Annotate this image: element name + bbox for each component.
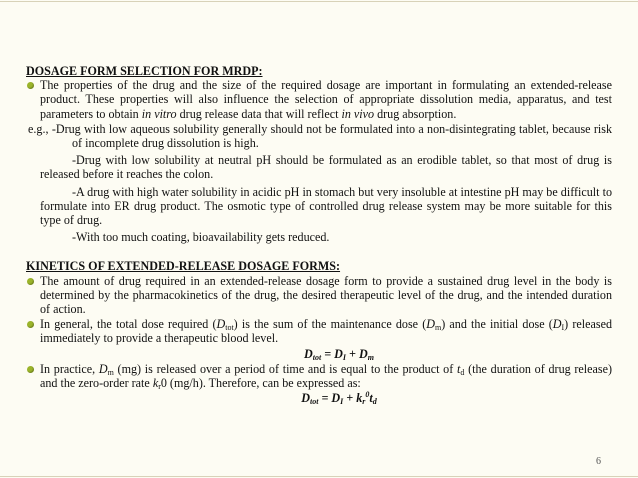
example-coating: -With too much coating, bioavailability gets reduced. bbox=[72, 230, 330, 245]
bullet-icon bbox=[27, 366, 34, 373]
slide-content bbox=[26, 64, 612, 405]
bottom-border bbox=[0, 476, 638, 477]
bullet-icon bbox=[27, 82, 34, 89]
top-border bbox=[0, 1, 638, 2]
bullet-in-practice: In practice, $D_m$ (mg) is released over a period of time and is equal to the product of $t_d$ (the duration of drug release) and the zero-order rate $k_r0$ (mg/h). Therefore, can be expressed as: bbox=[26, 362, 612, 390]
example-high-solubility: -A drug with high water solubility in acidic pH in stomach but very insoluble at intestine pH may be difficult to formulate into ER drug product. The osmotic type of controlled drug release system may be more suitable for this type of drug. bbox=[40, 184, 612, 228]
example-low-solubility: e.g., -Drug with low aqueous solubility generally should not be formulated into a non-disintegrating tablet, because risk of incomplete drug dissolution is high. bbox=[28, 121, 612, 151]
section-heading-dosage: DOSAGE FORM SELECTION FOR MRDP: bbox=[26, 64, 263, 78]
formula-total-dose: $D_{tot} = D_I + D_m$ bbox=[304, 346, 374, 362]
page-number: 6 bbox=[596, 456, 601, 467]
bullet-icon bbox=[27, 278, 34, 285]
bullet-total-dose: In general, the total dose required $(D_{tot})$ is the sum of the maintenance dose $(D_m)$ and the initial dose $(D_I)$ released immediately to provide a therapeutic blood level. bbox=[26, 317, 612, 345]
section-heading-kinetics: KINETICS OF EXTENDED-RELEASE DOSAGE FORMS: bbox=[26, 259, 341, 274]
bullet-amount-of-drug: The amount of drug required in an extended-release dosage form to provide a sustained drug level in the body is determined by the pharmacokinetics of the drug, the desired therapeutic level of the drug, and the intended duration of action. bbox=[26, 274, 612, 317]
example-neutral-ph: -Drug with low solubility at neutral pH should be formulated as an erodible tablet, so that most of drug is released before it reaches the colon. bbox=[40, 153, 612, 182]
bullet-drug-properties: The properties of the drug and the size of the required dosage are important in formulating an extended-release product. These properties will also influence the selection of appropriate dissolution media, apparatus, and test parameters to obtain in vitro drug release data that will reflect in vivo drug absorption. bbox=[26, 78, 612, 121]
bullet-icon bbox=[27, 321, 34, 328]
formula-zero-order: $D_{tot} = D_I + k_r^0t_d$ bbox=[301, 390, 377, 407]
